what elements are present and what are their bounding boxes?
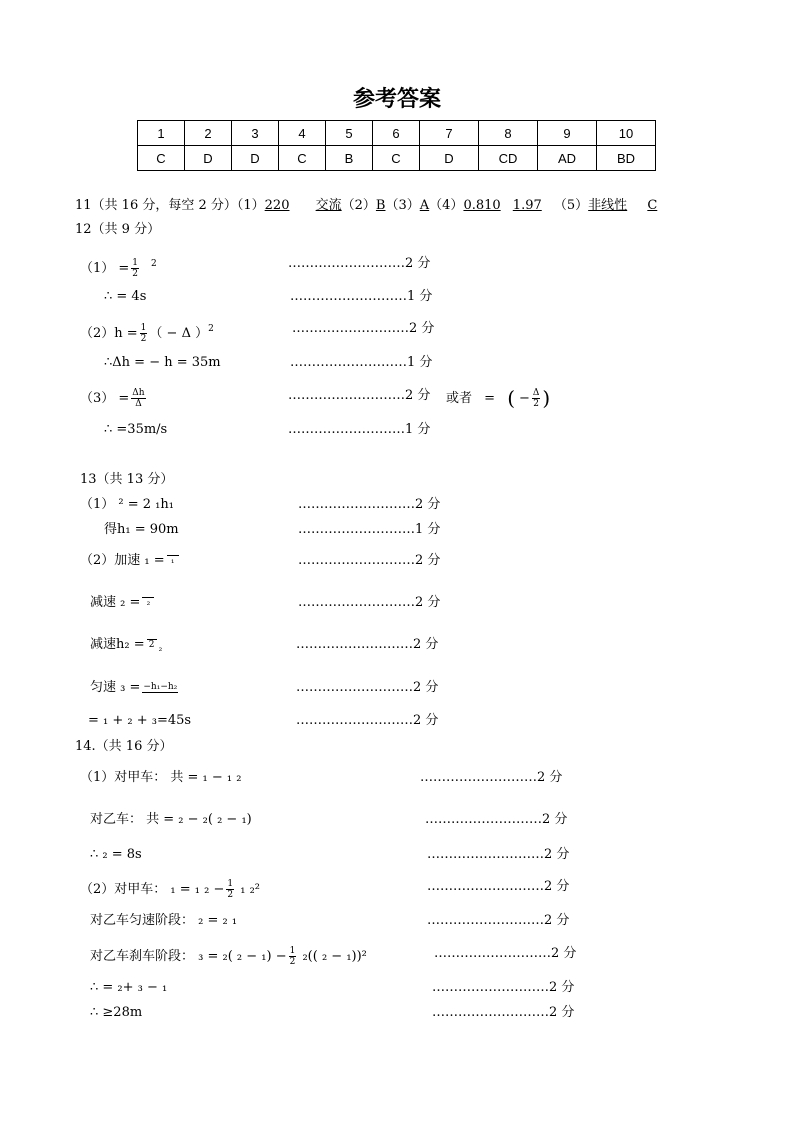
fraction: $\frac{1}{2}$	[132, 258, 139, 279]
table-cell: 8	[479, 121, 538, 146]
q11-answer-5: 0.810	[463, 198, 501, 213]
fraction: ₂	[142, 597, 154, 608]
q11-answer-1: 220	[264, 198, 290, 213]
table-cell: C	[138, 146, 185, 171]
answer-table	[137, 120, 656, 171]
score-line: ………………………2 分	[298, 497, 441, 512]
q14-heading: 14.（共 16 分）	[75, 739, 173, 754]
q14-line-6	[90, 946, 367, 967]
equation-text: ₁ ₂²	[236, 882, 260, 897]
equation-text: ₂(( ₂ − ₁))²	[298, 949, 367, 964]
score-line: ………………………2 分	[432, 980, 575, 995]
table-cell: CD	[479, 146, 538, 171]
exponent: 2	[208, 324, 214, 334]
score-line: ………………………2 分	[427, 879, 570, 894]
equation-text: （1） =	[80, 261, 130, 276]
score-line: ………………………2 分	[288, 256, 431, 271]
q11-answer-8: C	[647, 198, 658, 213]
table-cell: 6	[373, 121, 420, 146]
equation-text: 减速 ₂ =	[90, 595, 141, 610]
q11-line	[75, 198, 657, 214]
q12-line-4: ∴Δh = − h = 35m	[104, 355, 221, 370]
table-cell: D	[232, 146, 279, 171]
q14-line-8: ∴ ≥28m	[90, 1005, 143, 1020]
q14-line-5: 对乙车匀速阶段： ₂ = ₂ ₁	[90, 913, 238, 928]
fraction: $\frac{\Delta}{2}$	[532, 388, 540, 409]
q12-line-2: ∴ = 4s	[104, 289, 147, 304]
equation-text: （ − Δ ）	[149, 326, 209, 341]
q14-line-3: ∴ ₂ = 8s	[90, 847, 142, 862]
q11-part-5: （5）	[553, 198, 589, 213]
q11-answer-6: 1.97	[512, 198, 542, 213]
table-cell: 9	[538, 121, 597, 146]
q11-answer-3: B	[375, 198, 386, 213]
score-line: ………………………1 分	[288, 422, 431, 437]
table-cell: C	[373, 146, 420, 171]
q12-line-6: ∴ =35m/s	[104, 422, 168, 437]
table-cell: B	[326, 146, 373, 171]
q12-heading: 12（共 9 分）	[75, 222, 161, 237]
score-line: ………………………2 分	[296, 637, 439, 652]
q14-line-1: （1）对甲车： 共 = ₁ − ₁ ₂	[80, 770, 242, 785]
table-cell: 10	[597, 121, 656, 146]
q12-line-5	[80, 388, 148, 409]
equation-text: （2）对甲车： ₁ = ₁ ₂ −	[80, 882, 225, 897]
q11-part-4: （4）	[429, 198, 464, 213]
table-cell: 1	[138, 121, 185, 146]
fraction: 2	[147, 639, 157, 650]
q12-line-3	[80, 321, 214, 344]
q13-line-1: （1） ² = 2 ₁h₁	[80, 497, 174, 512]
table-cell: D	[420, 146, 479, 171]
table-cell: C	[279, 146, 326, 171]
score-line: ………………………2 分	[425, 812, 568, 827]
table-row-numbers	[138, 121, 656, 146]
fraction: $\frac{1}{2}$	[227, 879, 234, 900]
score-line: ………………………2 分	[296, 680, 439, 695]
table-cell: D	[185, 146, 232, 171]
table-cell: 3	[232, 121, 279, 146]
table-cell: BD	[597, 146, 656, 171]
score-line: ………………………2 分	[427, 913, 570, 928]
fraction: ₁	[167, 555, 179, 566]
q12-line-1	[80, 256, 157, 279]
fraction: $\frac{1}{2}$	[289, 946, 296, 967]
score-line: ………………………2 分	[298, 553, 441, 568]
score-line: ………………………2 分	[296, 713, 439, 728]
score-line: ………………………2 分	[434, 946, 577, 961]
score-line: ………………………1 分	[290, 289, 433, 304]
q11-part-3: （3）	[385, 198, 420, 213]
equation-text: 匀速 ₃ =	[90, 680, 141, 695]
q13-line-3	[80, 553, 181, 569]
table-row-answers	[138, 146, 656, 171]
table-cell: 7	[420, 121, 479, 146]
score-line: ………………………2 分	[420, 770, 563, 785]
table-cell: 4	[279, 121, 326, 146]
q13-line-5: 减速h₂ = 2 $_{_2}$	[90, 637, 163, 654]
q12-alternative: 或者 = ( − $\frac{\Delta}{2}$ )	[446, 386, 551, 410]
table-cell: 5	[326, 121, 373, 146]
q14-line-2: 对乙车： 共 = ₂ − ₂( ₂ − ₁)	[90, 812, 252, 827]
score-line: ………………………2 分	[427, 847, 570, 862]
q14-line-7: ∴ = ₂+ ₃ − ₁	[90, 980, 168, 995]
fraction: −h₁−h₂	[143, 682, 178, 692]
q13-line-6	[90, 680, 180, 696]
score-line: ………………………2 分	[432, 1005, 575, 1020]
q11-intro: 11（共 16 分，每空 2 分）（1）	[75, 198, 265, 213]
score-line: ………………………2 分	[292, 321, 435, 336]
q11-answer-2: 交流	[315, 198, 342, 213]
equation-text: （2）加速 ₁ =	[80, 553, 165, 568]
equation-text: （3） =	[80, 391, 130, 406]
score-line: ………………………1 分	[298, 522, 441, 537]
score-line: ………………………2 分	[298, 595, 441, 610]
q11-answer-4: A	[419, 198, 430, 213]
table-cell: 2	[185, 121, 232, 146]
table-cell: AD	[538, 146, 597, 171]
fraction: $\frac{1}{2}$	[140, 323, 147, 344]
equation-text: （2）h =	[80, 326, 138, 341]
q14-line-4	[80, 879, 260, 900]
q11-answer-7: 非线性	[588, 198, 628, 213]
q13-heading: 13（共 13 分）	[80, 472, 174, 487]
score-line: ………………………2 分	[288, 388, 431, 403]
fraction: $\frac{\Delta h}{\Delta}$	[132, 388, 145, 409]
q13-line-4	[90, 595, 156, 611]
q13-line-2: 得h₁ = 90m	[104, 522, 179, 537]
q11-part-2: （2）	[341, 198, 376, 213]
q13-line-7: = ₁ + ₂ + ₃=45s	[88, 713, 192, 728]
exponent: 2	[151, 259, 157, 269]
score-line: ………………………1 分	[290, 355, 433, 370]
page-title: 参考答案	[352, 87, 441, 112]
equation-text: 减速h₂ =	[90, 637, 145, 652]
equation-text: 对乙车刹车阶段： ₃ = ₂( ₂ − ₁) −	[90, 949, 287, 964]
alt-label: 或者	[446, 391, 473, 406]
